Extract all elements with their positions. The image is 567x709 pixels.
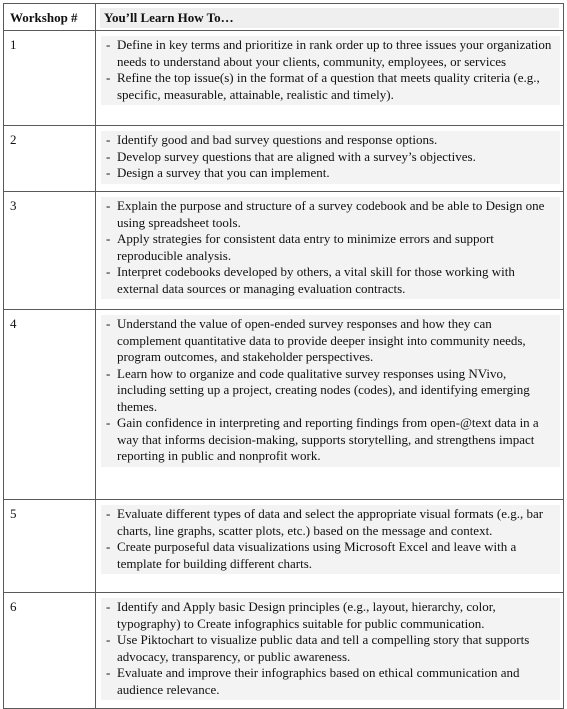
workshop-number: 1 [4,31,96,126]
objectives-list [103,599,558,698]
list-item: - Identify good and bad survey questions and response options. [103,132,558,149]
table-row [4,126,564,192]
objectives-box [101,598,560,700]
workshop-number: 4 [4,310,96,500]
learning-objectives [96,192,564,310]
list-item: - Gain confidence in interpreting and reporting findings from open-@text data in a way that informs decision-making, supports storytelling, and strengthens impact reporting in public and nonprofit work. [103,415,558,465]
objectives-box [101,197,560,299]
objectives-box [101,36,560,105]
list-item: - Use Piktochart to visualize public data and tell a compelling story that supports advocacy, transparency, or public awareness. [103,632,558,665]
objectives-list [103,506,558,572]
table-row [4,593,564,709]
list-item: - Understand the value of open-ended survey responses and how they can complement quantitative data to provide deeper insight into community needs, program outcomes, and stakeholder perspectives. [103,316,558,366]
list-item: - Learn how to organize and code qualitative survey responses using NVivo, including setting up a project, creating nodes (codes), and identifying emerging themes. [103,366,558,416]
header-learn-how-to: You’ll Learn How To… [96,4,564,31]
list-item: - Refine the top issue(s) in the format of a question that meets quality criteria (e.g., specific, measurable, attainable, realistic and timely). [103,70,558,103]
objectives-box [101,315,560,467]
table-row [4,500,564,593]
learning-objectives [96,31,564,126]
list-item: - Explain the purpose and structure of a survey codebook and be able to Design one using spreadsheet tools. [103,198,558,231]
learning-objectives [96,126,564,192]
workshop-table [3,3,564,709]
header-row [4,4,564,31]
list-item: - Create purposeful data visualizations using Microsoft Excel and leave with a template for building different charts. [103,539,558,572]
learning-objectives [96,593,564,709]
objectives-box [101,505,560,574]
list-item: - Evaluate and improve their infographics based on ethical communication and audience relevance. [103,665,558,698]
table-row [4,310,564,500]
objectives-list [103,37,558,103]
table-row [4,192,564,310]
workshop-number: 5 [4,500,96,593]
list-item: - Define in key terms and prioritize in rank order up to three issues your organization needs to understand about your clients, community, employees, or services [103,37,558,70]
learning-objectives [96,310,564,500]
list-item: - Identify and Apply basic Design principles (e.g., layout, hierarchy, color, typography) to Create infographics suitable for public communication. [103,599,558,632]
table-row [4,31,564,126]
workshop-number: 2 [4,126,96,192]
workshop-number: 6 [4,593,96,709]
list-item: - Evaluate different types of data and select the appropriate visual formats (e.g., bar charts, line graphs, scatter plots, etc.) based on the message and context. [103,506,558,539]
workshop-number: 3 [4,192,96,310]
objectives-list [103,316,558,465]
learning-objectives [96,500,564,593]
objectives-list [103,132,558,182]
list-item: - Apply strategies for consistent data entry to minimize errors and support reproducible analysis. [103,231,558,264]
list-item: - Develop survey questions that are aligned with a survey’s objectives. [103,149,558,166]
objectives-list [103,198,558,297]
list-item: - Interpret codebooks developed by others, a vital skill for those working with external data sources or managing evaluation contracts. [103,264,558,297]
list-item: - Design a survey that you can implement. [103,165,558,182]
objectives-box [101,131,560,184]
header-workshop-number: Workshop # [4,4,96,31]
